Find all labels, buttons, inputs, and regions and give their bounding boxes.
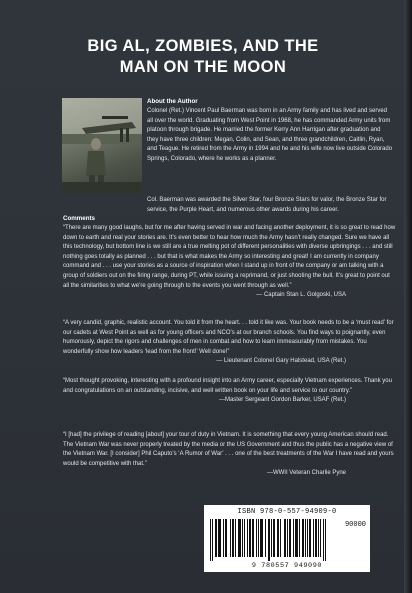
- barcode-bar: [210, 519, 211, 561]
- barcode-bar: [325, 519, 326, 561]
- isbn-label: ISBN 978-0-557-94909-0: [237, 508, 337, 516]
- barcode-bar: [309, 519, 310, 557]
- barcode-bar: [268, 519, 269, 561]
- barcode-bar: [249, 519, 250, 557]
- book-title-line-1: BIG AL, ZOMBIES, AND THE: [87, 37, 319, 55]
- barcode-bar: [235, 519, 236, 557]
- comment-quote: [63, 224, 396, 301]
- ean-number: 9 780557 949090: [251, 562, 323, 570]
- barcode-bar: [303, 519, 304, 557]
- barcode-bar: [310, 519, 311, 557]
- barcode-bar: [250, 519, 251, 557]
- comment-quote: [63, 319, 396, 367]
- barcode-bar: [278, 519, 279, 557]
- barcode-bar: [284, 519, 285, 557]
- barcode-bar: [242, 519, 243, 557]
- barcode-bar: [307, 519, 308, 557]
- page-edge: [404, 0, 412, 593]
- barcode-bar: [296, 519, 297, 557]
- barcode-bar: [256, 519, 257, 557]
- barcode-bar: [220, 519, 221, 557]
- comment-quote: [63, 431, 396, 479]
- barcode-bar: [223, 519, 224, 557]
- barcode-bar: [316, 519, 317, 557]
- quote-attribution: — Lieutenant Colonel Gary Halstead, USA (Ret.): [216, 358, 346, 365]
- barcode-bar: [240, 519, 241, 557]
- quote-attribution: —WWII Veteran Charlie Pyne: [266, 470, 346, 477]
- barcode-bar: [215, 519, 216, 557]
- barcode-bar: [218, 519, 219, 557]
- barcode-bar: [299, 519, 300, 557]
- barcode-bar: [315, 519, 316, 557]
- barcode-bar: [252, 519, 253, 557]
- barcode-bar: [287, 519, 288, 557]
- quote-text: “Most thought provoking, interesting with a profound insight into an Army career, especially Vietnam experiences. Thank you and congratulations on an outstanding, incisive, and well written book on your life and service to our country.”: [63, 378, 392, 394]
- barcode-bar: [265, 519, 266, 557]
- barcode-bar: [233, 519, 234, 557]
- barcode-bar: [285, 519, 286, 557]
- barcode-bar: [232, 519, 233, 557]
- price-code: 90000: [344, 521, 366, 529]
- comments-heading: Comments: [63, 215, 95, 222]
- barcode-bar: [238, 519, 239, 557]
- barcode-bar: [302, 519, 303, 557]
- barcode-bar: [293, 519, 294, 557]
- barcode-bar: [269, 519, 270, 561]
- barcode-bar: [216, 519, 217, 557]
- about-author-paragraph: Colonel (Ret.) Vincent Paul Baerman was born in an Army family and has lived and served all over the world. Graduating from West Point in 1968, he has commanded Army units from platoon through brigade. He married the former Kerry Ann Harrigan after graduation and they have three children: Megan, Colin, and Sean, and three grandchildren, Caitlin, Ryan, and Teague. He retired from the Army in 1994 and he and his wife now live outside Colorado Springs, Colorado, where he works as a planner.: [147, 108, 393, 162]
- barcode-bar: [226, 519, 227, 557]
- book-title-line-2: MAN ON THE MOON: [119, 58, 287, 76]
- barcode-bar: [295, 519, 296, 557]
- barcode-bar: [313, 519, 314, 557]
- barcode-bar: [258, 519, 259, 557]
- barcode-bar: [273, 519, 274, 557]
- barcode-bar: [280, 519, 281, 557]
- comment-quote: [63, 377, 396, 406]
- barcode-bar: [262, 519, 263, 557]
- quote-text: “There are many good laughs, but for me after having served in war and facing another deployment, it is so great to read how down to earth and real your stories are. It’s even better to hear how much the Army hasn’t really changed. Sure we have all this technology, but bottom line is we still are a true melting pot of different personalities with diverse upbringings . . . and still nothing goes totally as planned . . . but that is what makes the Army so interesting and great! I am currently in company command and . . . use your stories as a source of inspiration when I stand up in front of the company or am talking with a group of soldiers out on the firing range, during PT, while issuing a reprimand, or just shooting the bull. It’s great to point out all the similarities to what we’re going through to the events you went through as well.”: [63, 225, 396, 289]
- barcode-bar: [212, 519, 213, 561]
- barcode-bar: [261, 519, 262, 557]
- barcode-bar: [247, 519, 248, 557]
- barcode-bar: [305, 519, 306, 557]
- quote-attribution: —Master Sergeant Gordon Barker, USAF (Ret.): [218, 397, 346, 404]
- barcode-bar: [271, 519, 272, 557]
- barcode-bar: [239, 519, 240, 557]
- barcode-bar: [297, 519, 298, 557]
- barcode-bars: [210, 519, 328, 561]
- barcode-bar: [225, 519, 226, 557]
- barcode-bar: [260, 519, 261, 557]
- barcode-bar: [320, 519, 321, 557]
- barcode-bar: [290, 519, 291, 557]
- awards-paragraph: Col. Baerman was awarded the Silver Star, four Bronze Stars for valor, the Bronze Star for service, the Purple Heart, and numerous other awards during his career.: [147, 197, 387, 213]
- barcode-bar: [289, 519, 290, 557]
- quote-text: “I [had] the privilege of reading [about] your tour of duty in Vietnam. It is something that every young American should read. The Vietnam War was never properly treated by the media or the US Government and thus the public has a negative view of the Vietnam War. [I consider] Phil Caputo’s ‘A Rumor of War’ . . . one of the best treatments of the War I have read and yours would be competitive with that.”: [63, 432, 394, 467]
- about-author-heading: About the Author: [147, 98, 198, 105]
- barcode-bar: [277, 519, 278, 557]
- quote-attribution: — Captain Stan L. Golgoski, USA: [256, 292, 346, 299]
- barcode-bar: [219, 519, 220, 557]
- barcode-bar: [244, 519, 245, 557]
- isbn-barcode: [204, 505, 370, 572]
- barcode-bar: [253, 519, 254, 557]
- barcode-bar: [323, 519, 324, 561]
- author-photo: [62, 98, 142, 194]
- quote-text: “A very candid, graphic, realistic account. You told it from the heart. . . told it like was. Your book needs to be a ‘must read’ for our cadets at West Point as well as for young officers and NCO’s at our branch schools. You find ways to poignantly, even humorously, depict the rigors and challenges of men in combat and how to learn immeasurably from mistakes. You wonderfully show how leaders ‘lead from the front!’ Well done!”: [63, 320, 394, 355]
- barcode-bar: [274, 519, 275, 557]
- barcode-bar: [230, 519, 231, 557]
- barcode-bar: [318, 519, 319, 557]
